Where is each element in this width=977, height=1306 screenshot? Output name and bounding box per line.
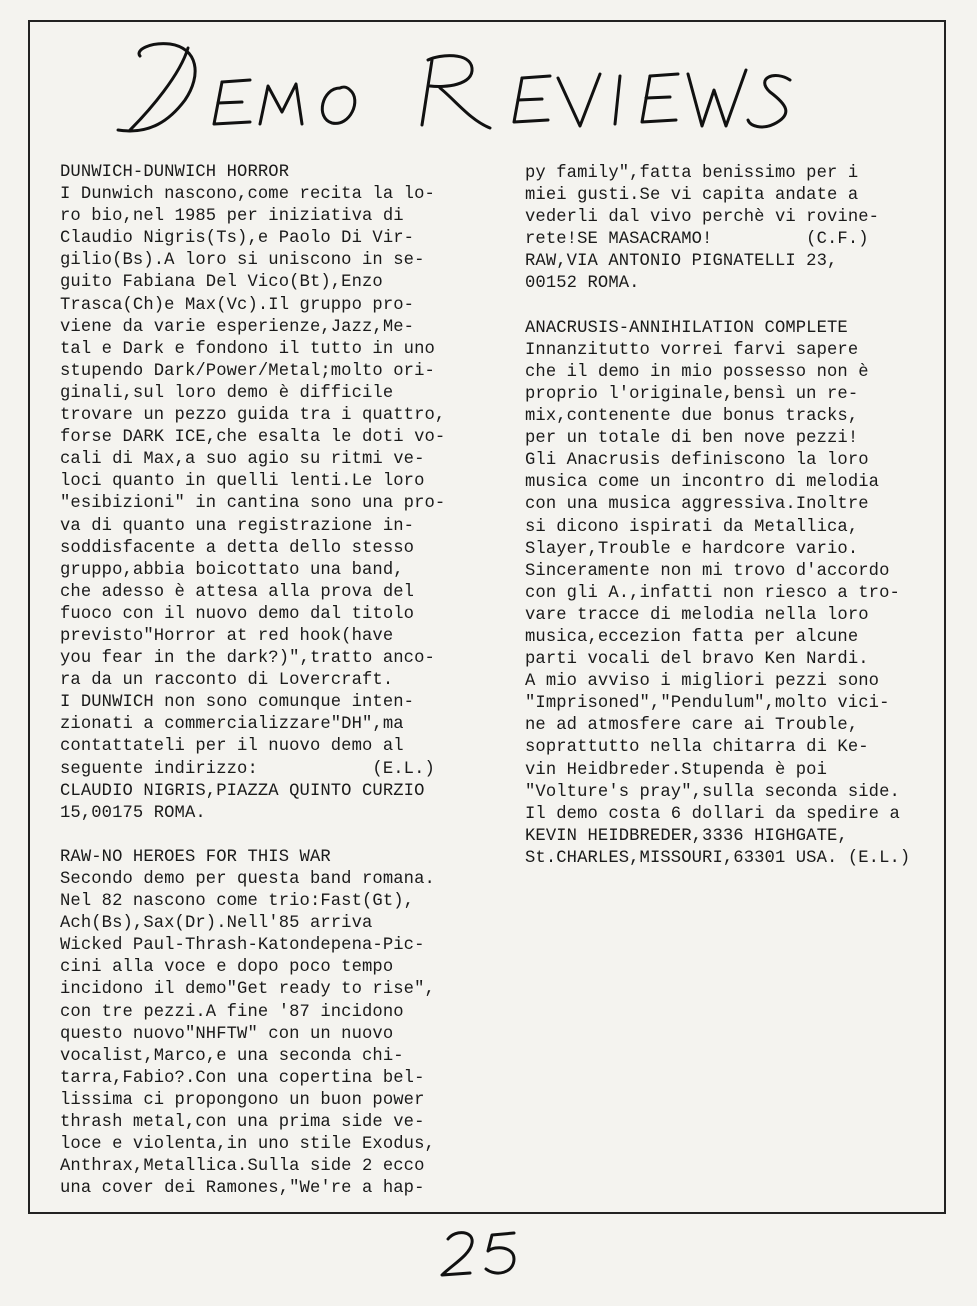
text-line [525, 296, 910, 318]
text-line: per un totale di ben nove pezzi! [525, 429, 859, 449]
text-line: Nel 82 nascono come trio:Fast(Gt), [60, 892, 415, 912]
text-line: Sinceramente non mi trovo d'accordo [525, 561, 890, 581]
text-line: fuoco con il nuovo demo dal titolo [60, 604, 415, 624]
text-line [60, 825, 445, 847]
text-line: cali di Max,a suo agio su ritmi ve- [60, 450, 425, 470]
text-line: soddisfacente a detta dello stesso [60, 538, 415, 558]
text-line: lissima ci propongono un buon power [60, 1090, 425, 1110]
page-title [110, 30, 810, 140]
text-line: musica,eccezion fatta per alcune [525, 627, 859, 647]
text-line: ne ad atmosfere care ai Trouble, [525, 716, 859, 736]
text-line: ginali,sul loro demo è difficile [60, 383, 394, 403]
text-line: loce e violenta,in uno stile Exodus, [60, 1135, 435, 1155]
text-line: guito Fabiana Del Vico(Bt),Enzo [60, 273, 383, 293]
text-line: con gli A.,infatti non riesco a tro- [525, 583, 900, 603]
text-line: loci quanto in quelli lenti.Le loro [60, 472, 425, 492]
text-line: ANACRUSIS-ANNIHILATION COMPLETE [525, 318, 848, 338]
text-line: incidono il demo"Get ready to rise", [60, 980, 435, 1000]
text-line: tal e Dark e fondono il tutto in uno [60, 339, 435, 359]
text-line: rete!SE MASACRAMO! (C.F.) [525, 230, 869, 250]
text-line: con tre pezzi.A fine '87 incidono [60, 1002, 404, 1022]
text-line: "Imprisoned","Pendulum",molto vici- [525, 694, 890, 714]
text-line: Secondo demo per questa band romana. [60, 870, 435, 889]
text-line: you fear in the dark?)",tratto anco- [60, 649, 435, 669]
text-line: parti vocali del bravo Ken Nardi. [525, 650, 869, 670]
text-line: I Dunwich nascono,come recita la lo- [60, 185, 435, 205]
text-line: thrash metal,con una prima side ve- [60, 1113, 425, 1133]
text-line: RAW-NO HEROES FOR THIS WAR [60, 847, 331, 867]
text-line: contattateli per il nuovo demo al [60, 737, 404, 757]
text-line: 15,00175 ROMA. [60, 803, 206, 823]
text-line: si dicono ispirati da Metallica, [525, 517, 859, 537]
text-line: vin Heidbreder.Stupenda è poi [525, 760, 828, 780]
text-line: tarra,Fabio?.Con una copertina bel- [60, 1068, 425, 1088]
text-line: RAW,VIA ANTONIO PIGNATELLI 23, [525, 252, 838, 272]
text-line: Slayer,Trouble e hardcore vario. [525, 539, 859, 559]
text-line: Claudio Nigris(Ts),e Paolo Di Vir- [60, 229, 415, 249]
text-line: cini alla voce e dopo poco tempo [60, 958, 394, 978]
text-line: DUNWICH-DUNWICH HORROR [60, 163, 290, 182]
text-line: vederli dal vivo perchè vi rovine- [525, 208, 880, 228]
text-line: trovare un pezzo guida tra i quattro, [60, 406, 446, 426]
text-line: seguente indirizzo: (E.L.) [60, 759, 435, 779]
text-line: Trasca(Ch)e Max(Vc).Il gruppo pro- [60, 295, 415, 315]
text-line: ro bio,nel 1985 per iniziativa di [60, 207, 404, 227]
text-line: "esibizioni" in cantina sono una pro- [60, 494, 446, 514]
text-line: Gli Anacrusis definiscono la loro [525, 451, 869, 471]
text-line: viene da varie esperienze,Jazz,Me- [60, 317, 415, 337]
text-line: una cover dei Ramones,"We're a hap- [60, 1179, 425, 1199]
text-line: gruppo,abbia boicottato una band, [60, 560, 404, 580]
left-column [60, 162, 445, 1200]
text-line: mix,contenente due bonus tracks, [525, 407, 859, 427]
text-line: ra da un racconto di Lovercraft. [60, 671, 394, 691]
text-line: Il demo costa 6 dollari da spedire a [525, 804, 900, 824]
text-line: va di quanto una registrazione in- [60, 516, 415, 536]
text-line: proprio l'originale,bensì un re- [525, 384, 859, 404]
text-line: St.CHARLES,MISSOURI,63301 USA. (E.L.) [525, 848, 911, 868]
page-number [430, 1225, 530, 1285]
text-line: "Volture's pray",sulla seconda side. [525, 782, 900, 802]
text-line: KEVIN HEIDBREDER,3336 HIGHGATE, [525, 826, 848, 846]
text-line: che il demo in mio possesso non è [525, 362, 869, 382]
text-line: I DUNWICH non sono comunque inten- [60, 693, 415, 713]
text-line: Ach(Bs),Sax(Dr).Nell'85 arriva [60, 914, 373, 934]
text-line: Wicked Paul-Thrash-Katondepena-Pic- [60, 936, 425, 956]
text-line: soprattutto nella chitarra di Ke- [525, 738, 869, 758]
text-line: previsto"Horror at red hook(have [60, 626, 394, 646]
text-line: questo nuovo"NHFTW" con un nuovo [60, 1024, 394, 1044]
text-line: Innanzitutto vorrei farvi sapere [525, 340, 859, 360]
text-line: vare tracce di melodia nella loro [525, 605, 869, 625]
text-line: zionati a commercializzare"DH",ma [60, 715, 404, 735]
text-line: gilio(Bs).A loro si uniscono in se- [60, 251, 425, 271]
text-line: py family",fatta benissimo per i [525, 164, 859, 183]
text-line: musica come un incontro di melodia [525, 473, 880, 493]
text-line: 00152 ROMA. [525, 274, 640, 294]
text-line: che adesso è attesa alla prova del [60, 582, 415, 602]
text-line: CLAUDIO NIGRIS,PIAZZA QUINTO CURZIO [60, 781, 425, 801]
text-line: stupendo Dark/Power/Metal;molto ori- [60, 361, 435, 381]
text-line: vocalist,Marco,e una seconda chi- [60, 1046, 404, 1066]
text-line: Anthrax,Metallica.Sulla side 2 ecco [60, 1157, 425, 1177]
text-line: forse DARK ICE,che esalta le doti vo- [60, 428, 446, 448]
text-line: A mio avviso i migliori pezzi sono [525, 672, 880, 692]
right-column [525, 163, 910, 870]
text-line: con una musica aggressiva.Inoltre [525, 495, 869, 515]
text-line: miei gusti.Se vi capita andate a [525, 186, 859, 206]
